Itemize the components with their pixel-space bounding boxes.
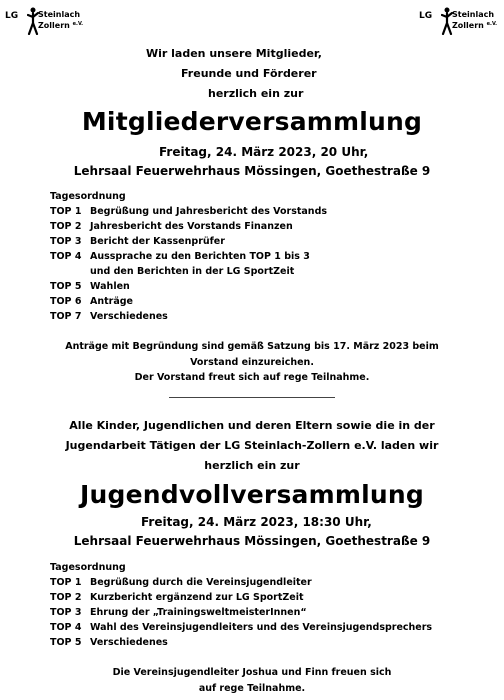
agenda-item: TOP 2 Jahresbericht des Vorstands Finanzen	[50, 221, 293, 232]
agenda-item: TOP 3 Bericht der Kassenprüfer	[50, 236, 225, 247]
meeting-location: Lehrsaal Feuerwehrhaus Mössingen, Goethestraße 9	[73, 534, 431, 548]
agenda-heading: Tagesordnung	[50, 562, 126, 573]
logo-line1: Steinlach	[38, 10, 81, 19]
logo-line2: Zollern $^{e.V.}$	[452, 21, 498, 30]
agenda-item: und den Berichten in der LG SportZeit	[90, 266, 295, 277]
agenda-list	[50, 189, 327, 324]
agenda-item: TOP 7 Verschiedenes	[50, 311, 168, 322]
meeting-location: Lehrsaal Feuerwehrhaus Mössingen, Goethestraße 9	[73, 164, 431, 178]
club-logo-right	[419, 7, 499, 37]
agenda-heading: Tagesordnung	[50, 191, 126, 202]
invite-line-3: herzlich ein zur	[208, 87, 304, 100]
invite-line-1: Wir laden unsere Mitglieder,	[146, 47, 322, 60]
note-line-2: Vorstand einzureichen.	[190, 357, 314, 368]
meeting-title: Mitgliederversammlung	[81, 107, 423, 136]
logo-line1: Steinlach	[452, 10, 495, 19]
agenda-item: TOP 2 Kurzbericht ergänzend zur LG SportZeit	[50, 592, 304, 603]
agenda-item: TOP 1 Begrüßung durch die Vereinsjugendleiter	[50, 577, 312, 588]
logo-prefix: LG	[419, 11, 433, 21]
meeting-date: Freitag, 24. März 2023, 18:30 Uhr,	[141, 515, 372, 529]
invite-line-1: Alle Kinder, Jugendlichen und deren Eltern sowie die in der	[69, 419, 435, 432]
agenda-item: TOP 5 Wahlen	[50, 281, 130, 292]
invite-line-2: Jugendarbeit Tätigen der LG Steinlach-Zollern e.V. laden wir	[65, 439, 439, 452]
invite-line-2: Freunde und Förderer	[181, 67, 317, 80]
meeting-date: Freitag, 24. März 2023, 20 Uhr,	[159, 145, 369, 159]
agenda-item: TOP 4 Wahl des Vereinsjugendleiters und des Vereinsjugendsprechers	[50, 622, 433, 633]
meeting-title: Jugendvollversammlung	[80, 480, 424, 509]
agenda-item: TOP 3 Ehrung der „TrainingsweltmeisterInnen“	[50, 607, 307, 618]
agenda-item: TOP 4 Aussprache zu den Berichten TOP 1 bis 3	[50, 251, 310, 262]
note-line-3: Der Vorstand freut sich auf rege Teilnahme.	[134, 372, 370, 383]
note-line-2: auf rege Teilnahme.	[198, 683, 306, 694]
invite-line-3: herzlich ein zur	[204, 459, 300, 472]
note-line-1: Anträge mit Begründung sind gemäß Satzung bis 17. März 2023 beim	[65, 341, 439, 352]
logo-prefix: LG	[5, 11, 19, 21]
logo-line2: Zollern $^{e.V.}$	[38, 21, 84, 30]
agenda-item: TOP 5 Verschiedenes	[50, 637, 168, 648]
divider	[169, 397, 335, 398]
club-logo-left	[5, 7, 85, 37]
note-line-1: Die Vereinsjugendleiter Joshua und Finn freuen sich	[112, 667, 392, 678]
agenda-list	[50, 560, 432, 650]
agenda-item: TOP 1 Begrüßung und Jahresbericht des Vorstands	[50, 206, 328, 217]
agenda-item: TOP 6 Anträge	[50, 296, 133, 307]
